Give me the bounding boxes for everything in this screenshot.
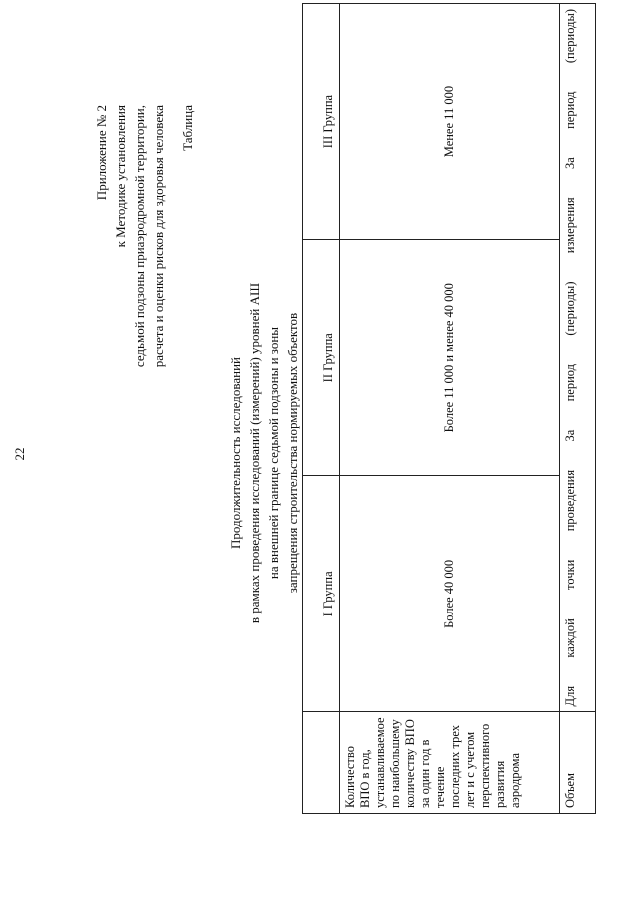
header-group-3: III Группа [303, 4, 340, 240]
table-header-row [303, 4, 340, 814]
title-line-1: Продолжительность исследований [228, 357, 243, 549]
duration-table [302, 3, 596, 814]
appendix-line-1: Приложение № 2 [94, 105, 109, 201]
appendix-header [92, 105, 168, 525]
appendix-line-3: седьмой подзоны приаэродромной территории, [132, 105, 147, 368]
group-2-value: Более 11 000 и менее 40 000 [340, 240, 560, 476]
appendix-line-4: расчета и оценки рисков для здоровья человека [151, 105, 166, 368]
page-number: 22 [12, 447, 27, 461]
header-group-1: I Группа [303, 476, 340, 712]
appendix-line-2: к Методике установления [113, 105, 128, 248]
table-row [340, 4, 560, 814]
title-line-3: на внешней границе седьмой подзоны и зоны [266, 326, 281, 580]
row-volume-text: Для каждой точки проведения За период (периоды) измерения За период (периоды) [560, 4, 596, 712]
row-label-flights: Количество ВПО в год, устанавливаемое по наибольшему количеству ВПО за один год в течение последних трех лет и с учетом перспективного развития аэродрома [340, 712, 560, 814]
table-caption: Таблица [180, 105, 195, 151]
document-title [226, 233, 302, 673]
group-1-value: Более 40 000 [340, 476, 560, 712]
row-label-volume: Объем [560, 712, 596, 814]
title-line-4: запрещения строительства нормируемых объектов [285, 312, 300, 594]
header-empty [303, 712, 340, 814]
title-line-2: в рамках проведения исследований (измерений) уровней АШ [247, 282, 262, 624]
header-group-2: II Группа [303, 240, 340, 476]
group-3-value: Менее 11 000 [340, 4, 560, 240]
table-row [560, 4, 596, 814]
